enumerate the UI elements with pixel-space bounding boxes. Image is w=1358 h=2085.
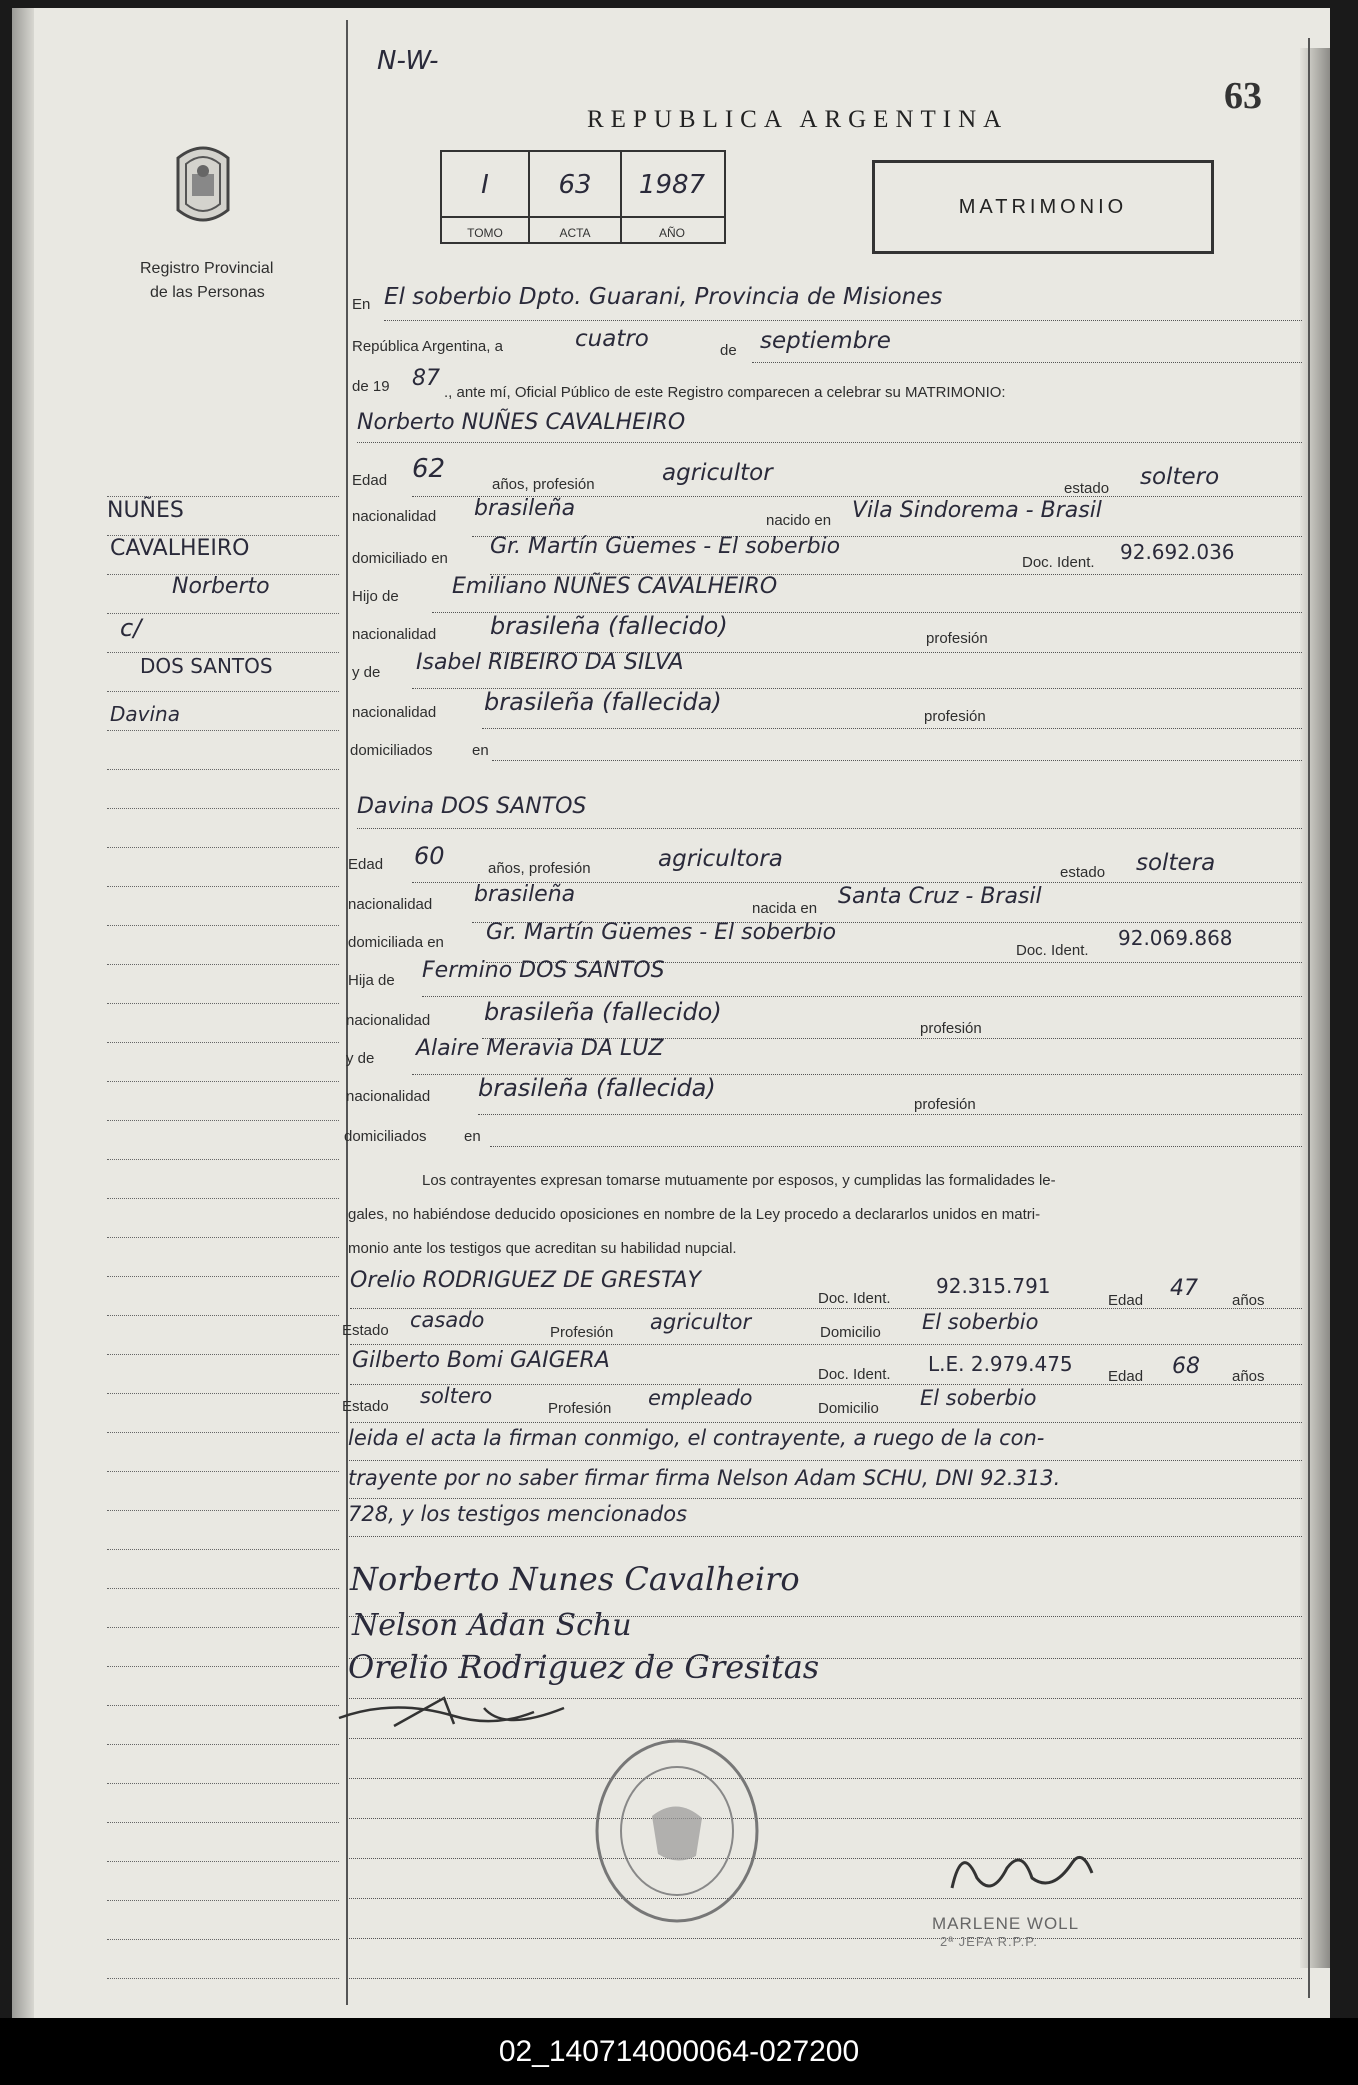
bride-domicilio: Gr. Martín Güemes - El soberbio xyxy=(486,920,837,945)
bride-domiciliados-label: domiciliados xyxy=(344,1128,427,1145)
margin-bride-surname: DOS SANTOS xyxy=(140,654,273,678)
margin-ruled-line xyxy=(107,1198,339,1199)
bride-anos-prof-label: años, profesión xyxy=(488,860,591,877)
top-note: N-W- xyxy=(377,46,439,76)
groom-name: Norberto NUÑES CAVALHEIRO xyxy=(357,410,686,435)
line xyxy=(350,1344,1302,1345)
witness-1-anos-label: años xyxy=(1232,1292,1265,1309)
margin-ruled-line xyxy=(107,1861,339,1862)
line xyxy=(357,442,1302,443)
margin-conjunction: c/ xyxy=(120,614,142,642)
line xyxy=(346,1460,1302,1461)
en-label: En xyxy=(352,296,371,313)
ano-label: AÑO xyxy=(658,226,685,240)
line xyxy=(482,728,1302,729)
groom-father-nac-label: nacionalidad xyxy=(352,626,437,643)
bride-mother-nac-label: nacionalidad xyxy=(346,1088,431,1105)
line xyxy=(346,1938,1302,1939)
bride-nacida-label: nacida en xyxy=(752,900,818,917)
groom-edad-label: Edad xyxy=(352,472,388,489)
record-type-box xyxy=(872,160,1214,254)
margin-ruled-line xyxy=(107,1510,339,1511)
witness-2-prof-label: Profesión xyxy=(548,1400,612,1417)
closing-line-3: 728, y los testigos mencionados xyxy=(348,1502,688,1526)
line xyxy=(490,1146,1302,1147)
line xyxy=(350,1384,1302,1385)
witness-2-estado: soltero xyxy=(420,1384,493,1408)
declaration-line-3: monio ante los testigos que acreditan su habilidad nupcial. xyxy=(348,1240,737,1257)
line xyxy=(346,1536,1302,1537)
margin-ruled-line xyxy=(107,1471,339,1472)
marriage-place: El soberbio Dpto. Guarani, Provincia de Misiones xyxy=(384,284,943,310)
province-seal-icon xyxy=(170,138,236,232)
groom-estado: soltero xyxy=(1140,464,1220,490)
ante-text: ., ante mí, Oficial Público de este Registro comparecen a celebrar su MATRIMONIO: xyxy=(444,384,1006,401)
witness-2-profesion: empleado xyxy=(648,1386,753,1410)
witness-1-prof-label: Profesión xyxy=(550,1324,614,1341)
signature-proxy: Nelson Adan Schu xyxy=(352,1608,632,1643)
margin-ruled-line xyxy=(107,847,339,848)
line xyxy=(384,320,1302,321)
bride-estado-label: estado xyxy=(1060,864,1106,881)
line xyxy=(346,1616,1302,1617)
signature-scribble-icon xyxy=(334,1688,594,1738)
line xyxy=(492,760,1302,761)
country-title: REPUBLICA ARGENTINA xyxy=(587,106,1009,133)
line xyxy=(422,996,1302,997)
bride-doc-label: Doc. Ident. xyxy=(1016,942,1089,959)
registry-line-1: Registro Provincial xyxy=(140,260,274,277)
registry-line-2: de las Personas xyxy=(150,284,265,301)
witness-1-doc: 92.315.791 xyxy=(936,1274,1051,1298)
signature-witness: Orelio Rodriguez de Gresitas xyxy=(348,1648,820,1686)
bride-mother-nacionalidad: brasileña (fallecida) xyxy=(478,1074,716,1102)
declaration-line-2: gales, no habiéndose deducido oposiciones en nombre de la Ley procedo a declararlos unidos en matri- xyxy=(348,1206,1041,1223)
margin-ruled-line xyxy=(107,1120,339,1121)
groom-domiciliados-label: domiciliados xyxy=(350,742,433,759)
bride-edad-label: Edad xyxy=(348,856,384,873)
margin-ruled-line xyxy=(107,925,339,926)
signature-groom: Norberto Nunes Cavalheiro xyxy=(350,1560,800,1598)
marriage-month: septiembre xyxy=(760,328,891,354)
groom-father: Emiliano NUÑES CAVALHEIRO xyxy=(452,574,778,599)
witness-2-domicilio: El soberbio xyxy=(920,1386,1037,1410)
witness-2-doc: L.E. 2.979.475 xyxy=(928,1352,1073,1376)
year-label: de 19 xyxy=(352,378,390,395)
tomo-cell xyxy=(442,152,530,242)
official-stamp-icon xyxy=(592,1736,762,1926)
witness-2-edad-label: Edad xyxy=(1108,1368,1144,1385)
ano-cell xyxy=(622,152,722,242)
register-page xyxy=(12,8,1330,2018)
groom-mother: Isabel RIBEIRO DA SILVA xyxy=(416,650,684,675)
margin-ruled-line xyxy=(107,964,339,965)
margin-ruled-line xyxy=(107,769,339,770)
line xyxy=(346,1818,1302,1819)
line xyxy=(357,828,1302,829)
witness-2-doc-label: Doc. Ident. xyxy=(818,1366,891,1383)
official-title: 2ª JEFA R.P.P. xyxy=(940,1934,1038,1949)
acta-value: 63 xyxy=(558,170,592,200)
margin-surname-2: CAVALHEIRO xyxy=(110,536,250,561)
witness-1-estado-label: Estado xyxy=(342,1322,389,1339)
groom-father-nacionalidad: brasileña (fallecido) xyxy=(490,612,728,640)
groom-mother-nac-label: nacionalidad xyxy=(352,704,437,721)
margin-ruled-line xyxy=(107,1822,339,1823)
groom-edad: 62 xyxy=(412,454,446,484)
margin-ruled-line xyxy=(107,1666,339,1667)
closing-line-2: trayente por no saber firmar firma Nelson Adam SCHU, DNI 92.313. xyxy=(348,1466,1061,1490)
bride-mother-prof-label: profesión xyxy=(914,1096,976,1113)
bride-profesion: agricultora xyxy=(658,846,783,872)
groom-anos-prof-label: años, profesión xyxy=(492,476,595,493)
witness-1-dom-label: Domicilio xyxy=(820,1324,881,1341)
line xyxy=(752,362,1302,363)
bride-father: Fermino DOS SANTOS xyxy=(422,958,665,983)
witness-2-edad: 68 xyxy=(1172,1354,1200,1379)
line xyxy=(478,1114,1302,1115)
margin-ruled-line xyxy=(107,1081,339,1082)
groom-nacionalidad: brasileña xyxy=(474,496,576,521)
marriage-day: cuatro xyxy=(575,326,649,352)
groom-yde-label: y de xyxy=(352,664,381,681)
witness-2-dom-label: Domicilio xyxy=(818,1400,879,1417)
margin-ruled-line xyxy=(107,1276,339,1277)
bride-dom-label: domiciliada en xyxy=(348,934,444,951)
groom-domicilio: Gr. Martín Güemes - El soberbio xyxy=(490,534,841,559)
bride-father-nacionalidad: brasileña (fallecido) xyxy=(484,998,722,1026)
margin-ruled-line xyxy=(107,1783,339,1784)
margin-ruled-line xyxy=(107,1042,339,1043)
groom-mother-prof-label: profesión xyxy=(924,708,986,725)
margin-ruled-line xyxy=(107,1900,339,1901)
margin-surname: NUÑES xyxy=(107,498,184,523)
image-id-footer: 02_140714000064-027200 xyxy=(0,2018,1358,2085)
margin-bride-name: Davina xyxy=(110,702,180,726)
acta-cell xyxy=(530,152,622,242)
margin-ruled-line xyxy=(107,652,339,653)
closing-line-1: leida el acta la firman conmigo, el contrayente, a ruego de la con- xyxy=(348,1426,1045,1450)
margin-ruled-line xyxy=(107,1744,339,1745)
bride-father-prof-label: profesión xyxy=(920,1020,982,1037)
bride-estado: soltera xyxy=(1136,850,1216,876)
margin-ruled-line xyxy=(107,1315,339,1316)
witness-2-name: Gilberto Bomi GAIGERA xyxy=(352,1348,610,1373)
line xyxy=(346,1738,1302,1739)
margin-ruled-line xyxy=(107,613,339,614)
margin-ruled-line xyxy=(107,1237,339,1238)
groom-domiciliados-en: en xyxy=(472,742,489,759)
declaration-line-1: Los contrayentes expresan tomarse mutuamente por esposos, y cumplidas las formalidades le- xyxy=(422,1172,1056,1189)
line xyxy=(350,1422,1302,1423)
margin-ruled-line xyxy=(107,1705,339,1706)
margin-ruled-line xyxy=(107,1393,339,1394)
groom-nacido-en: Vila Sindorema - Brasil xyxy=(852,498,1102,523)
margin-ruled-line xyxy=(107,1549,339,1550)
line xyxy=(346,1698,1302,1699)
line xyxy=(346,1858,1302,1859)
margin-ruled-line xyxy=(107,1354,339,1355)
line xyxy=(346,1658,1302,1659)
witness-1-doc-label: Doc. Ident. xyxy=(818,1290,891,1307)
line xyxy=(346,1898,1302,1899)
margin-ruled-line xyxy=(107,1003,339,1004)
witness-1-estado: casado xyxy=(410,1308,485,1332)
bride-nacida-en: Santa Cruz - Brasil xyxy=(838,884,1042,909)
margin-ruled-line xyxy=(107,808,339,809)
page-edge xyxy=(1300,48,1330,1968)
page-number: 63 xyxy=(1224,75,1262,117)
groom-doc-label: Doc. Ident. xyxy=(1022,554,1095,571)
ano-value: 1987 xyxy=(638,170,706,200)
margin-ruled-line xyxy=(107,1978,339,1979)
bride-father-nac-label: nacionalidad xyxy=(346,1012,431,1029)
bride-name: Davina DOS SANTOS xyxy=(357,794,587,819)
tomo-label: TOMO xyxy=(467,226,503,240)
margin-ruled-line xyxy=(107,730,339,731)
bride-nacionalidad: brasileña xyxy=(474,882,576,907)
tomo-value: I xyxy=(481,170,489,200)
witness-1-edad: 47 xyxy=(1170,1276,1198,1301)
record-type: MATRIMONIO xyxy=(958,196,1128,218)
record-number-box xyxy=(440,150,726,244)
margin-ruled-line xyxy=(107,1588,339,1589)
groom-hijo-label: Hijo de xyxy=(352,588,399,605)
line xyxy=(346,1498,1302,1499)
groom-doc: 92.692.036 xyxy=(1120,540,1235,564)
line xyxy=(346,1778,1302,1779)
margin-given-name: Norberto xyxy=(172,574,270,599)
bride-doc: 92.069.868 xyxy=(1118,926,1233,950)
groom-dom-label: domiciliado en xyxy=(352,550,448,567)
margin-ruled-line xyxy=(107,1159,339,1160)
official-signature-icon xyxy=(932,1838,1112,1908)
republica-label: República Argentina, a xyxy=(352,338,503,355)
line xyxy=(350,1308,1302,1309)
bride-mother: Alaire Meravia DA LUZ xyxy=(416,1036,664,1061)
groom-nac-label: nacionalidad xyxy=(352,508,437,525)
groom-father-prof-label: profesión xyxy=(926,630,988,647)
margin-ruled-line xyxy=(107,1432,339,1433)
official-name: MARLENE WOLL xyxy=(932,1914,1080,1933)
groom-mother-nacionalidad: brasileña (fallecida) xyxy=(484,688,722,716)
groom-profesion: agricultor xyxy=(662,460,773,486)
groom-estado-label: estado xyxy=(1064,480,1110,497)
margin-ruled-line xyxy=(107,1627,339,1628)
right-rule xyxy=(1308,38,1310,1998)
witness-2-anos-label: años xyxy=(1232,1368,1265,1385)
bride-yde-label: y de xyxy=(346,1050,375,1067)
bride-domiciliados-en: en xyxy=(464,1128,481,1145)
margin-ruled-line xyxy=(107,886,339,887)
book-binding xyxy=(12,8,34,2018)
witness-1-domicilio: El soberbio xyxy=(922,1310,1039,1334)
witness-1-name: Orelio RODRIGUEZ DE GRESTAY xyxy=(350,1268,701,1293)
de-label: de xyxy=(720,342,737,359)
witness-2-estado-label: Estado xyxy=(342,1398,389,1415)
bride-edad: 60 xyxy=(414,842,445,870)
margin-ruled-line xyxy=(107,496,339,497)
groom-nacido-label: nacido en xyxy=(766,512,832,529)
acta-label: ACTA xyxy=(559,226,591,240)
bride-nac-label: nacionalidad xyxy=(348,896,433,913)
line xyxy=(346,1978,1302,1979)
margin-ruled-line xyxy=(107,691,339,692)
margin-ruled-line xyxy=(107,1939,339,1940)
witness-1-profesion: agricultor xyxy=(650,1310,752,1334)
witness-1-edad-label: Edad xyxy=(1108,1292,1144,1309)
bride-hija-label: Hija de xyxy=(348,972,395,989)
marriage-year: 87 xyxy=(412,366,440,391)
